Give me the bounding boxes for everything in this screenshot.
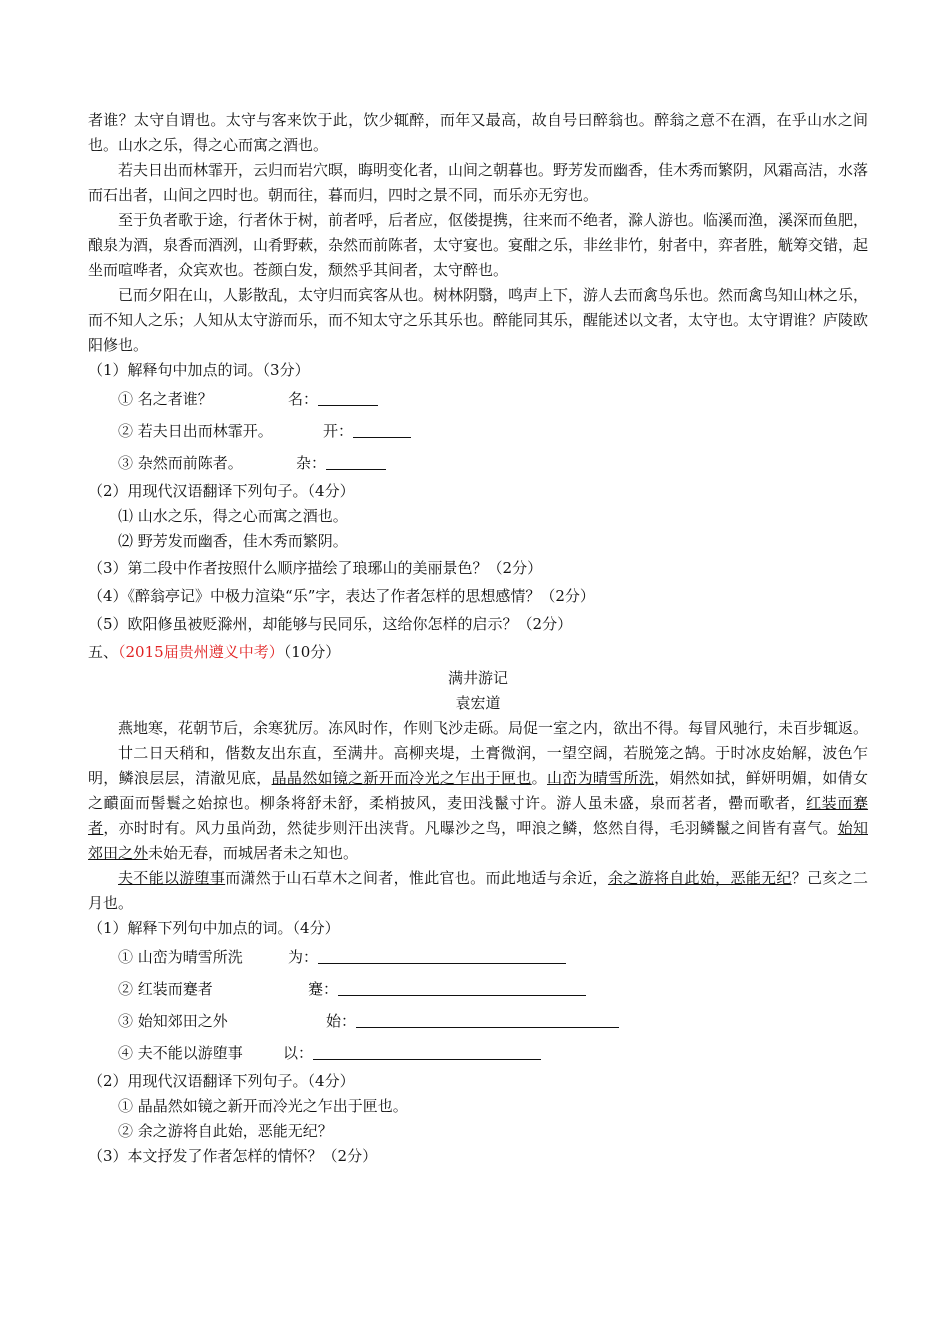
answer-blank[interactable] — [318, 388, 378, 406]
section-points: （10分） — [283, 643, 341, 661]
question1-1-item-2 — [88, 415, 868, 447]
passage1-paragraph-4: 已而夕阳在山，人影散乱，太守归而宾客从也。树林阴翳，鸣声上下，游人去而禽鸟乐也。然而禽鸟知山林之乐，而不知人之乐；人知从太守游而乐，而不知太守之乐其乐也。醉能同其乐，醒能述以文者，太守也。太守谓谁？庐陵欧阳修也。 — [88, 286, 869, 354]
question2-1-item-4 — [88, 1037, 868, 1069]
item-text: ③ 杂然而前陈者。 — [118, 454, 243, 472]
passage2-paragraph-3 — [88, 866, 868, 916]
item-label: 蹇： — [308, 980, 339, 998]
question2-3: （3）本文抒发了作者怎样的情怀？（2分） — [88, 1147, 378, 1165]
question2-1-item-3 — [88, 1005, 868, 1037]
passage2-paragraph-1: 燕地寒，花朝节后，余寒犹厉。冻风时作，作则飞沙走砾。局促一室之内，欲出不得。每冒风驰行，未百步辄返。 — [118, 719, 869, 737]
answer-blank[interactable] — [318, 946, 566, 964]
section-number: 五、 — [88, 643, 119, 661]
question1-3: （3）第二段中作者按照什么顺序描绘了琅琊山的美丽景色？（2分） — [88, 559, 543, 577]
answer-blank[interactable] — [356, 1010, 619, 1028]
question2-1: （1）解释下列句中加点的词。（4分） — [88, 919, 340, 937]
underlined-sentence: 山峦为晴雪所洗 — [546, 769, 655, 787]
question2-1-item-2 — [88, 973, 868, 1005]
answer-blank[interactable] — [313, 1042, 541, 1060]
underlined-sentence: 晶晶然如镜之新开而冷光之乍出于匣也 — [271, 769, 532, 787]
answer-blank[interactable] — [326, 452, 386, 470]
question2-2-item-1: ① 晶晶然如镜之新开而冷光之乍出于匣也。 — [118, 1097, 408, 1115]
underlined-sentence: 红装而蹇者 — [88, 794, 868, 837]
question1-2: （2）用现代汉语翻译下列句子。（4分） — [88, 482, 355, 500]
text-run: ，亦时时有。风力虽尚劲，然徒步则汗出浃背。凡曝沙之鸟，呷浪之鳞，悠然自得，毛羽鳞鬣之间皆有喜气。 — [103, 819, 838, 837]
underlined-sentence: 夫不能以游堕事 — [118, 869, 226, 887]
passage2-paragraph-2 — [88, 741, 868, 866]
text-run: 。 — [531, 769, 547, 787]
item-text: ③ 始知郊田之外 — [118, 1012, 228, 1030]
item-text: ④ 夫不能以游堕事 — [118, 1044, 243, 1062]
text-run: ？己亥之二月也。 — [88, 869, 868, 912]
section5-heading — [88, 638, 868, 666]
section-source: （2015届贵州遵义中考） — [118, 643, 284, 661]
item-text: ② 红装而蹇者 — [118, 980, 213, 998]
question1-1-item-1 — [88, 383, 868, 415]
item-label: 为： — [288, 948, 319, 966]
item-label: 以： — [283, 1044, 314, 1062]
question1-1-item-3 — [88, 447, 868, 479]
item-text: ① 山峦为晴雪所洗 — [118, 948, 243, 966]
passage1-paragraph-2: 若夫日出而林霏开，云归而岩穴暝，晦明变化者，山间之朝暮也。野芳发而幽香，佳木秀而繁阴，风霜高洁，水落而石出者，山间之四时也。朝而往，暮而归，四时之景不同，而乐亦无穷也。 — [88, 161, 869, 204]
answer-blank[interactable] — [353, 420, 411, 438]
item-label: 杂： — [296, 454, 327, 472]
question2-2-item-2: ② 余之游将自此始，恶能无纪？ — [118, 1122, 333, 1140]
passage1-paragraph-3: 至于负者歌于途，行者休于树，前者呼，后者应，伛偻提携，往来而不绝者，滁人游也。临溪而渔，溪深而鱼肥，酿泉为酒，泉香而酒洌，山肴野蔌，杂然而前陈者，太守宴也。宴酣之乐，非丝非竹，射者中，弈者胜，觥筹交错，起坐而喧哗者，众宾欢也。苍颜白发，颓然乎其间者，太守醉也。 — [88, 211, 869, 279]
question2-1-item-1 — [88, 941, 868, 973]
item-label: 名： — [288, 390, 319, 408]
underlined-sentence: 余之游将自此始，恶能无纪 — [607, 869, 792, 887]
passage2-title: 满井游记 — [447, 669, 508, 687]
item-text: ② 若夫日出而林霏开。 — [118, 422, 273, 440]
passage1-paragraph-1: 者谁？太守自谓也。太守与客来饮于此，饮少辄醉，而年又最高，故自号曰醉翁也。醉翁之意不在酒，在乎山水之间也。山水之乐，得之心而寓之酒也。 — [88, 111, 868, 154]
question1-2-item-1: ⑴ 山水之乐，得之心而寓之酒也。 — [118, 507, 348, 525]
item-label: 开： — [323, 422, 354, 440]
question2-2: （2）用现代汉语翻译下列句子。（4分） — [88, 1072, 355, 1090]
answer-blank[interactable] — [338, 978, 586, 996]
question1-5: （5）欧阳修虽被贬滁州，却能够与民同乐，这给你怎样的启示？（2分） — [88, 615, 573, 633]
text-run: 廿二日天稍和，偕数友出东直，至满井。高柳夹堤，土膏微润，一望空阔，若脱笼之鹄。于时冰皮始解，波色乍明，鳞浪层层，清澈见底， — [88, 744, 868, 787]
item-text: ① 名之者谁？ — [118, 390, 213, 408]
text-run: 未始无春，而城居者未之知也。 — [148, 844, 359, 862]
underlined-sentence: 始知郊田之外 — [88, 819, 868, 862]
item-label: 始： — [326, 1012, 357, 1030]
question1-4: （4）《醉翁亭记》中极力渲染“乐”字，表达了作者怎样的思想感情？（2分） — [88, 587, 595, 605]
passage2-author: 袁宏道 — [455, 694, 501, 712]
question1-1: （1）解释句中加点的词。（3分） — [88, 361, 310, 379]
text-run: 而潇然于山石草木之间者，惟此官也。而此地适与余近， — [225, 869, 608, 887]
question1-2-item-2: ⑵ 野芳发而幽香，佳木秀而繁阴。 — [118, 532, 348, 550]
document-page — [88, 108, 868, 1169]
text-run: ，娟然如拭，鲜妍明媚，如倩女之靧面而髻鬟之始掠也。柳条将舒未舒，柔梢披风，麦田浅鬣寸许。游人虽未盛，泉而茗者，罍而歌者， — [88, 769, 868, 812]
